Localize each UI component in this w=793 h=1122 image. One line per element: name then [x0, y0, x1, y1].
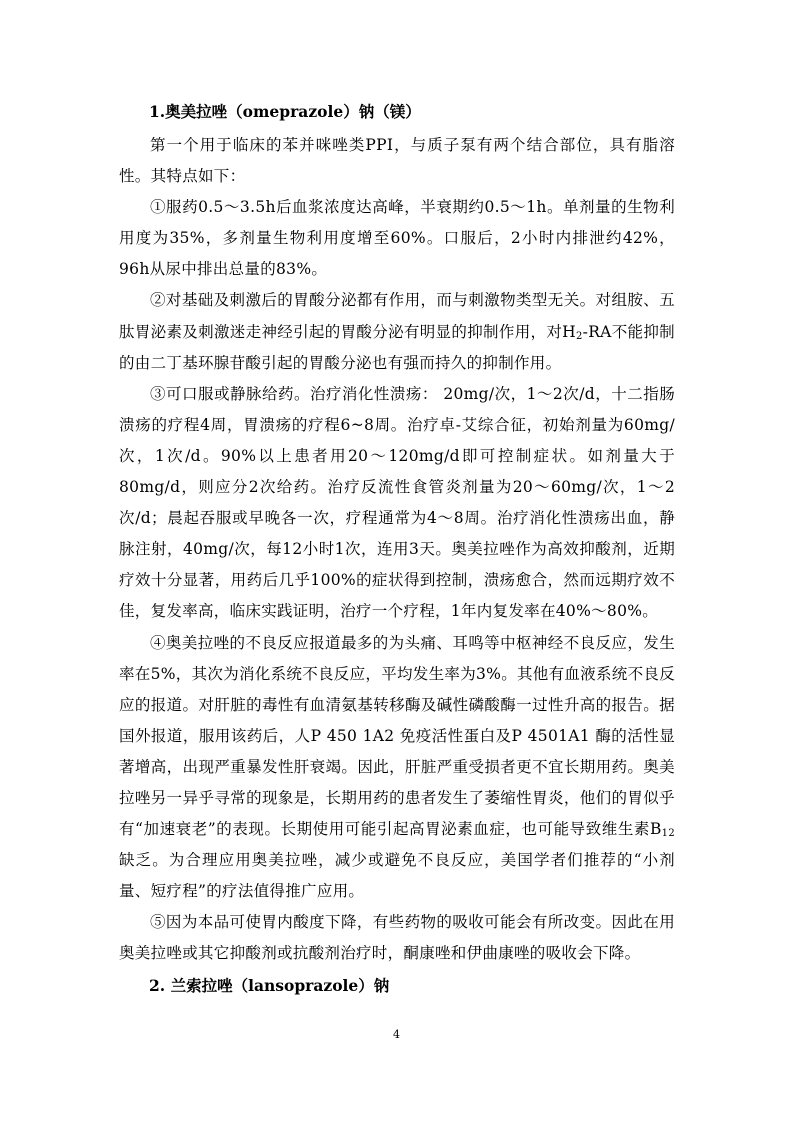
point-4-text-b: 缺乏。为合理应用奥美拉唑，减少或避免不良反应，美国学者们推荐的“小剂量、短疗程”的疗法值得推广应用。 — [119, 851, 675, 901]
point-2-paragraph — [119, 285, 675, 378]
point-1-paragraph: ①服药0.5～3.5h后血浆浓度达高峰，半衰期约0.5～1h。单剂量的生物利用度为35%，多剂量生物利用度增至60%。口服后，2小时内排泄约42%，96h从尿中排出总量的83%。 — [119, 198, 675, 279]
point-5-paragraph: ⑤因为本品可使胃内酸度下降，有些药物的吸收可能会有所改变。因此在用奥美拉唑或其它抑酸剂或抗酸剂治疗时，酮康唑和伊曲康唑的吸收会下降。 — [119, 913, 675, 963]
intro-paragraph: 第一个用于临床的苯并咪唑类PPI，与质子泵有两个结合部位，具有脂溶性。其特点如下： — [119, 136, 675, 186]
page-number: 4 — [393, 1028, 400, 1041]
point-4-subscript: 12 — [661, 828, 675, 840]
section-heading-lansoprazole: 2. 兰索拉唑（lansoprazole）钠 — [149, 975, 390, 995]
point-2-text-b: -RA不能抑制的由二丁基环腺苷酸引起的胃酸分泌也有强而持久的抑制作用。 — [119, 322, 675, 372]
document-body — [119, 96, 675, 1002]
point-4-paragraph — [119, 628, 675, 908]
point-4-text-a: ④奥美拉唑的不良反应报道最多的为头痛、耳鸣等中枢神经不良反应，发生率在5%，其次为消化系统不良反应，平均发生率为3%。其他有血液系统不良反应的报道。对肝脏的毒性有血清氨基转移酶及碱性磷酸酶一过性升高的报告。据国外报道，服用该药后，人P 450 1A2 免疫活性蛋白及P 4501A1 酶的活性显著增高，出现严重暴发性肝衰竭。因此，肝脏严重受损者更不宜长期用药。奥美拉唑另一异乎寻常的现象是，长期用药的患者发生了萎缩性胃炎，他们的胃似乎有“加速衰老”的表现。长期使用可能引起高胃泌素血症，也可能导致维生素B — [119, 633, 675, 839]
point-2-text-a: ②对基础及刺激后的胃酸分泌都有作用，而与刺激物类型无关。对组胺、五肽胃泌素及刺激迷走神经引起的胃酸分泌有明显的抑制作用，对H — [119, 291, 675, 341]
point-3-paragraph: ③可口服或静脉给药。治疗消化性溃疡： 20mg/次，1～2次/d，十二指肠溃疡的疗程4周，胃溃疡的疗程6~8周。治疗卓-艾综合征，初始剂量为60mg/次，1次/d。90%以上患者用20～120mg/d即可控制症状。如剂量大于80mg/d，则应分2次给药。治疗反流性食管炎剂量为20～60mg/次，1～2次/d；晨起吞服或早晚各一次，疗程通常为4～8周。治疗消化性溃疡出血，静脉注射，40mg/次，每12小时1次，连用3天。奥美拉唑作为高效抑酸剂，近期疗效十分显著，用药后几乎100%的症状得到控制，溃疡愈合，然而远期疗效不佳，复发率高，临床实践证明，治疗一个疗程，1年内复发率在40%～80%。 — [119, 384, 675, 621]
point-2-subscript: 2 — [576, 330, 583, 342]
section-heading-omeprazole: 1.奥美拉唑（omeprazole）钠（镁） — [149, 102, 421, 121]
